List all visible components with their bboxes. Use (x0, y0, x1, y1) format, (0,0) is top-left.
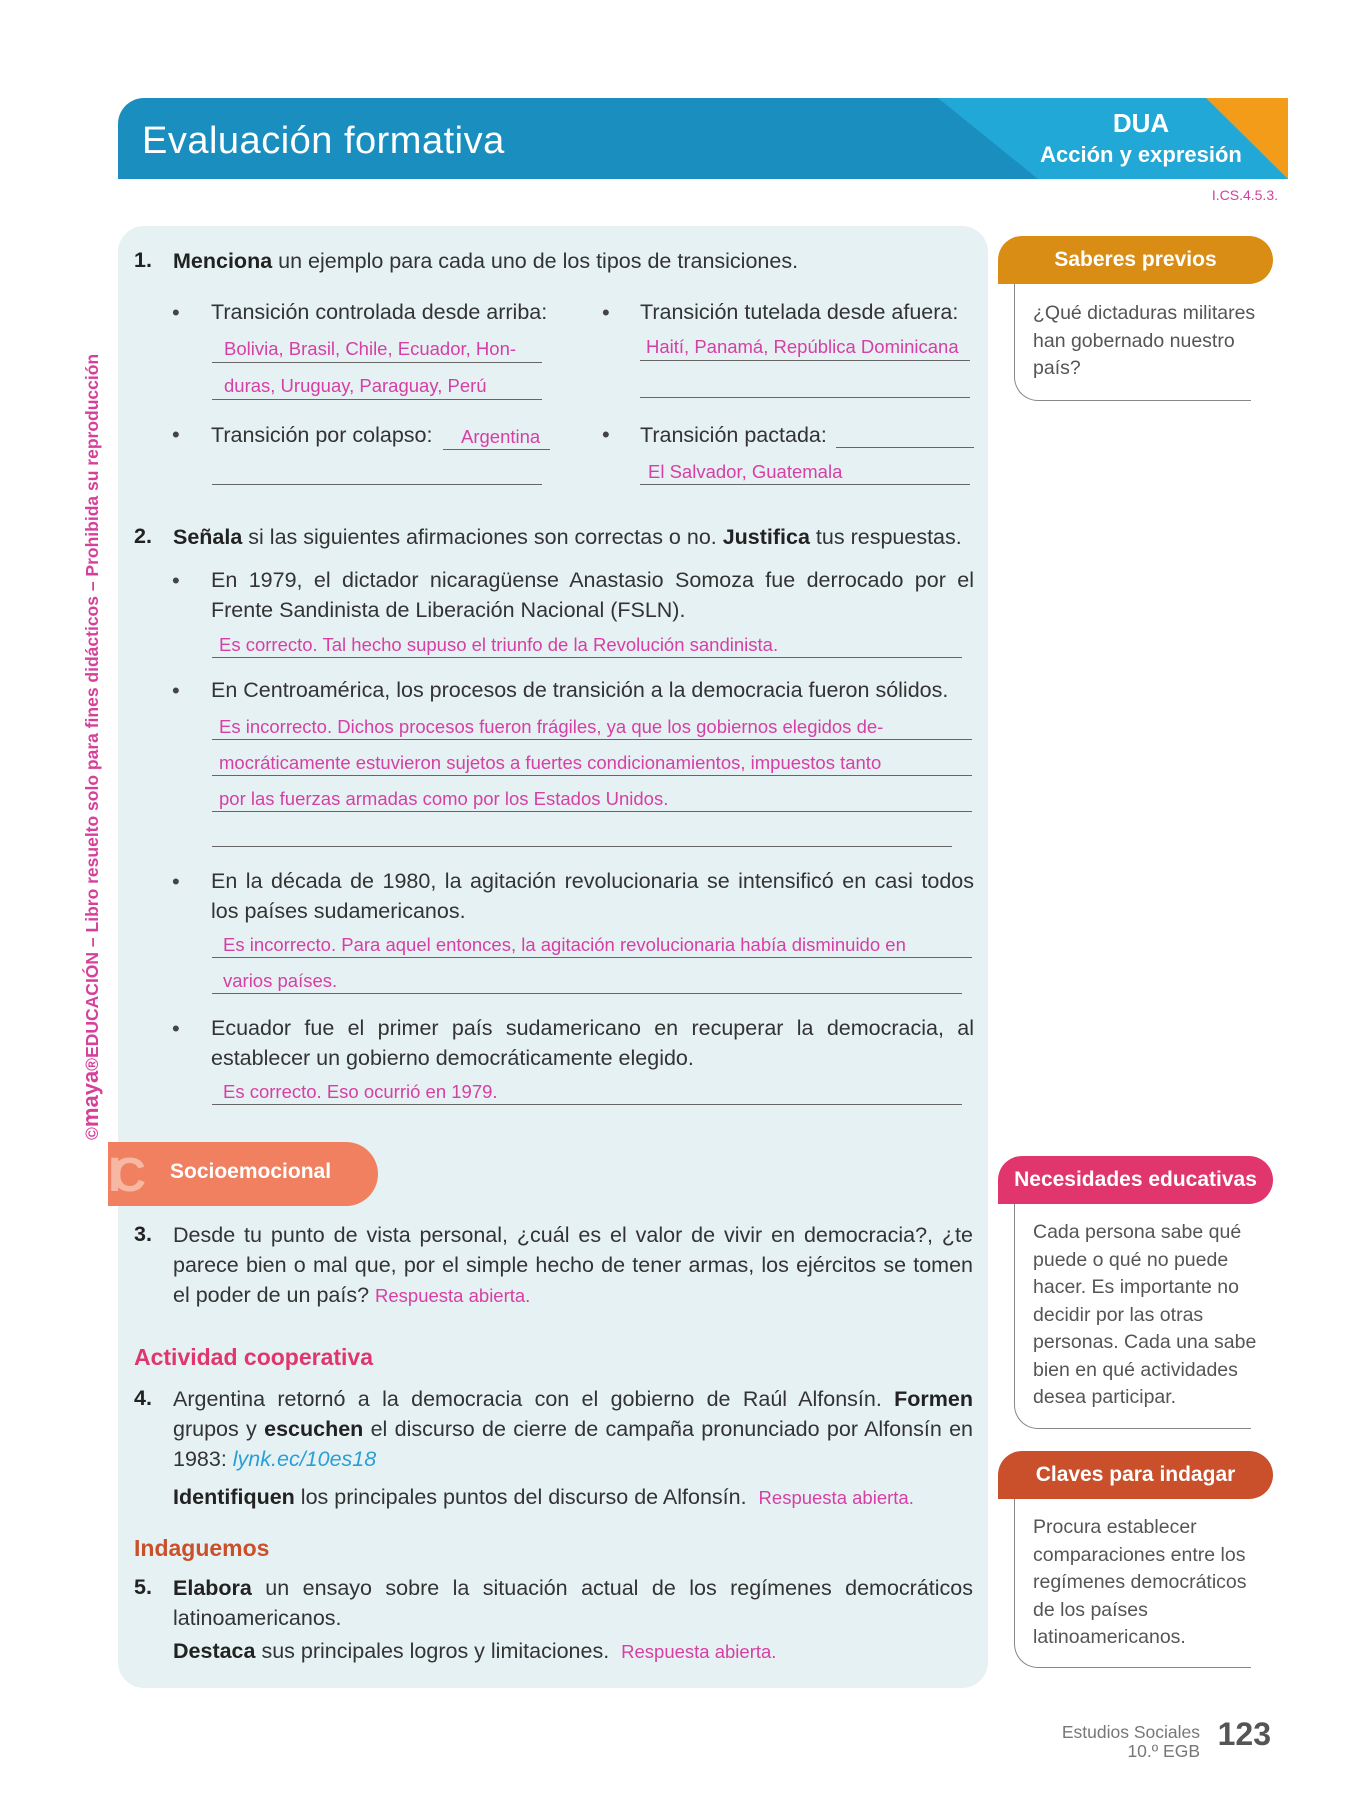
q1-answer: Haití, Panamá, República Dominicana (646, 336, 959, 357)
indicator-code: I.CS.4.5.3. (1211, 187, 1278, 203)
q1-item-label: Transición controlada desde arriba: (211, 300, 548, 324)
answer-line (212, 811, 972, 812)
q5-instruction (173, 1636, 973, 1667)
q4-prompt (173, 1384, 973, 1474)
bullet: • (602, 422, 610, 447)
q2-answer: Es incorrecto. Para aquel entonces, la agitación revolucionaria había disminuido en (223, 934, 906, 955)
q1-text: un ejemplo para cada uno de los tipos de transiciones. (272, 249, 799, 273)
q3-text: Desde tu punto de vista personal, ¿cuál es el valor de vivir en democracia?, ¿te parece bien o mal que, por el simple hecho de tener armas, los ejércitos se tomen el poder de un país? (173, 1223, 973, 1307)
dua-label: DUA (1112, 108, 1170, 138)
q3-number: 3. (134, 1222, 152, 1246)
saberes-previos-header: Saberes previos (998, 236, 1273, 284)
page-title: Evaluación formativa (142, 120, 505, 162)
q2-text: si las siguientes afirmaciones son correctas o no. (242, 525, 723, 549)
q1-verb: Menciona (173, 249, 273, 273)
dua-subtitle: Acción y expresión (1040, 142, 1242, 167)
saberes-previos-text: ¿Qué dictaduras militares han gobernado nuestro país? (1033, 302, 1256, 379)
q4-text: el discurso de cierre de campaña pronunciado por Alfonsín en 1983: (173, 1417, 973, 1471)
answer-line (212, 484, 542, 485)
ic-logo: IC (108, 1149, 136, 1202)
q3-answer: Respuesta abierta. (375, 1285, 531, 1306)
answer-line (836, 447, 974, 448)
answer-line (212, 846, 952, 847)
q2-answer: Es correcto. Eso ocurrió en 1979. (223, 1081, 498, 1102)
q4-instruction (173, 1482, 973, 1513)
q2-answer: por las fuerzas armadas como por los Estados Unidos. (219, 788, 669, 809)
page-number: 123 (1217, 1716, 1271, 1752)
q5-text: sus principales logros y limitaciones. (255, 1639, 610, 1663)
q1-item-label: Transición pactada: (640, 423, 827, 447)
q1-number: 1. (134, 248, 152, 272)
q5-verb: Destaca (173, 1639, 256, 1663)
indaguemos-title: Indaguemos (134, 1535, 270, 1561)
copyright-symbol: © (82, 1127, 102, 1140)
q5-number: 5. (134, 1575, 152, 1599)
q4-text: Argentina retornó a la democracia con el gobierno de Raúl Alfonsín. (173, 1387, 895, 1411)
necesidades-educativas-text: Cada persona sabe qué puede o qué no puede hacer. Es importante no decidir por las otras personas. Cada una sabe bien en qué actividades desea participar. (1033, 1221, 1257, 1408)
q2-answer: mocráticamente estuvieron sujetos a fuertes condicionamientos, impuestos tanto (219, 752, 882, 773)
q1-answer: Argentina (461, 426, 541, 447)
q4-text: los principales puntos del discurso de Alfonsín. (294, 1485, 747, 1509)
bullet: • (172, 1016, 180, 1041)
footer-subject (1062, 1723, 1200, 1761)
q1-item-label: Transición por colapso: (211, 423, 433, 447)
copyright-side-text (78, 354, 104, 1140)
q4-verb: Identifiquen (173, 1485, 295, 1509)
bullet: • (172, 568, 180, 593)
brand-name: maya (78, 1070, 103, 1128)
answer-line (640, 397, 970, 398)
q3-prompt (173, 1220, 973, 1311)
q4-text: grupos y (173, 1417, 265, 1441)
answer-line (640, 484, 970, 485)
q2-answer: Es incorrecto. Dichos procesos fueron frágiles, ya que los gobiernos elegidos de- (219, 716, 884, 737)
answer-line (212, 1104, 962, 1105)
q5-answer: Respuesta abierta. (621, 1641, 777, 1662)
q1-answer: duras, Uruguay, Paraguay, Perú (224, 375, 487, 396)
answer-line (212, 657, 962, 658)
answer-line (212, 775, 972, 776)
q5-verb: Elabora (173, 1576, 252, 1600)
copyright-notice: ®EDUCACIÓN – Libro resuelto solo para fines didácticos – Prohibida su reproducción (82, 353, 102, 1071)
q4-link[interactable]: lynk.ec/10es18 (232, 1447, 377, 1471)
answer-line (212, 957, 972, 958)
socioemocional-label: Socioemocional (170, 1160, 332, 1183)
q2-verb: Señala (173, 525, 243, 549)
socioemocional-tag (108, 1142, 378, 1206)
necesidades-educativas-header: Necesidades educativas (998, 1156, 1273, 1204)
q1-prompt (173, 246, 973, 276)
q2-answer: varios países. (223, 970, 338, 991)
q2-statement: En Centroamérica, los procesos de transición a la democracia fueron sólidos. (211, 678, 949, 702)
q2-prompt (173, 522, 973, 552)
q1-answer: El Salvador, Guatemala (648, 461, 843, 482)
q2-statement: En 1979, el dictador nicaragüense Anastasio Somoza fue derrocado por el Frente Sandinista de Liberación Nacional (FSLN). (211, 568, 974, 622)
bullet: • (172, 300, 180, 325)
answer-line (640, 360, 970, 361)
subject-name: Estudios Sociales (1061, 1722, 1200, 1742)
answer-line (212, 362, 542, 363)
q2-number: 2. (134, 524, 152, 548)
q2-text2: tus respuestas. (809, 525, 962, 549)
q2-answer: Es correcto. Tal hecho supuso el triunfo de la Revolución sandinista. (219, 634, 779, 655)
answer-line (212, 399, 542, 400)
bullet: • (172, 422, 180, 447)
grade-level: 10.º EGB (1127, 1741, 1200, 1761)
q5-prompt (173, 1573, 973, 1633)
cooperative-activity-title: Actividad cooperativa (134, 1344, 374, 1370)
q4-number: 4. (134, 1386, 152, 1410)
q1-item-label: Transición tutelada desde afuera: (640, 300, 959, 324)
q1-answer: Bolivia, Brasil, Chile, Ecuador, Hon- (224, 338, 517, 359)
q4-verb: escuchen (264, 1417, 364, 1441)
q2-statement: Ecuador fue el primer país sudamericano en recuperar la democracia, al establecer un gobierno democráticamente elegido. (211, 1016, 974, 1070)
q4-verb: Formen (894, 1387, 973, 1411)
answer-line (212, 993, 962, 994)
claves-para-indagar-header: Claves para indagar (998, 1451, 1273, 1499)
bullet: • (172, 869, 180, 894)
q4-answer: Respuesta abierta. (758, 1487, 914, 1508)
q2-verb2: Justifica (722, 525, 810, 549)
claves-para-indagar-text: Procura establecer comparaciones entre los regímenes democráticos de los países latinoamericanos. (1033, 1516, 1247, 1648)
bullet: • (172, 678, 180, 703)
bullet: • (602, 300, 610, 325)
answer-line (212, 739, 972, 740)
page-header (118, 98, 1288, 179)
answer-line (443, 449, 550, 450)
q5-text: un ensayo sobre la situación actual de los regímenes democráticos latinoamericanos. (173, 1576, 973, 1630)
q2-statement: En la década de 1980, la agitación revolucionaria se intensificó en casi todos los países sudamericanos. (211, 869, 974, 923)
